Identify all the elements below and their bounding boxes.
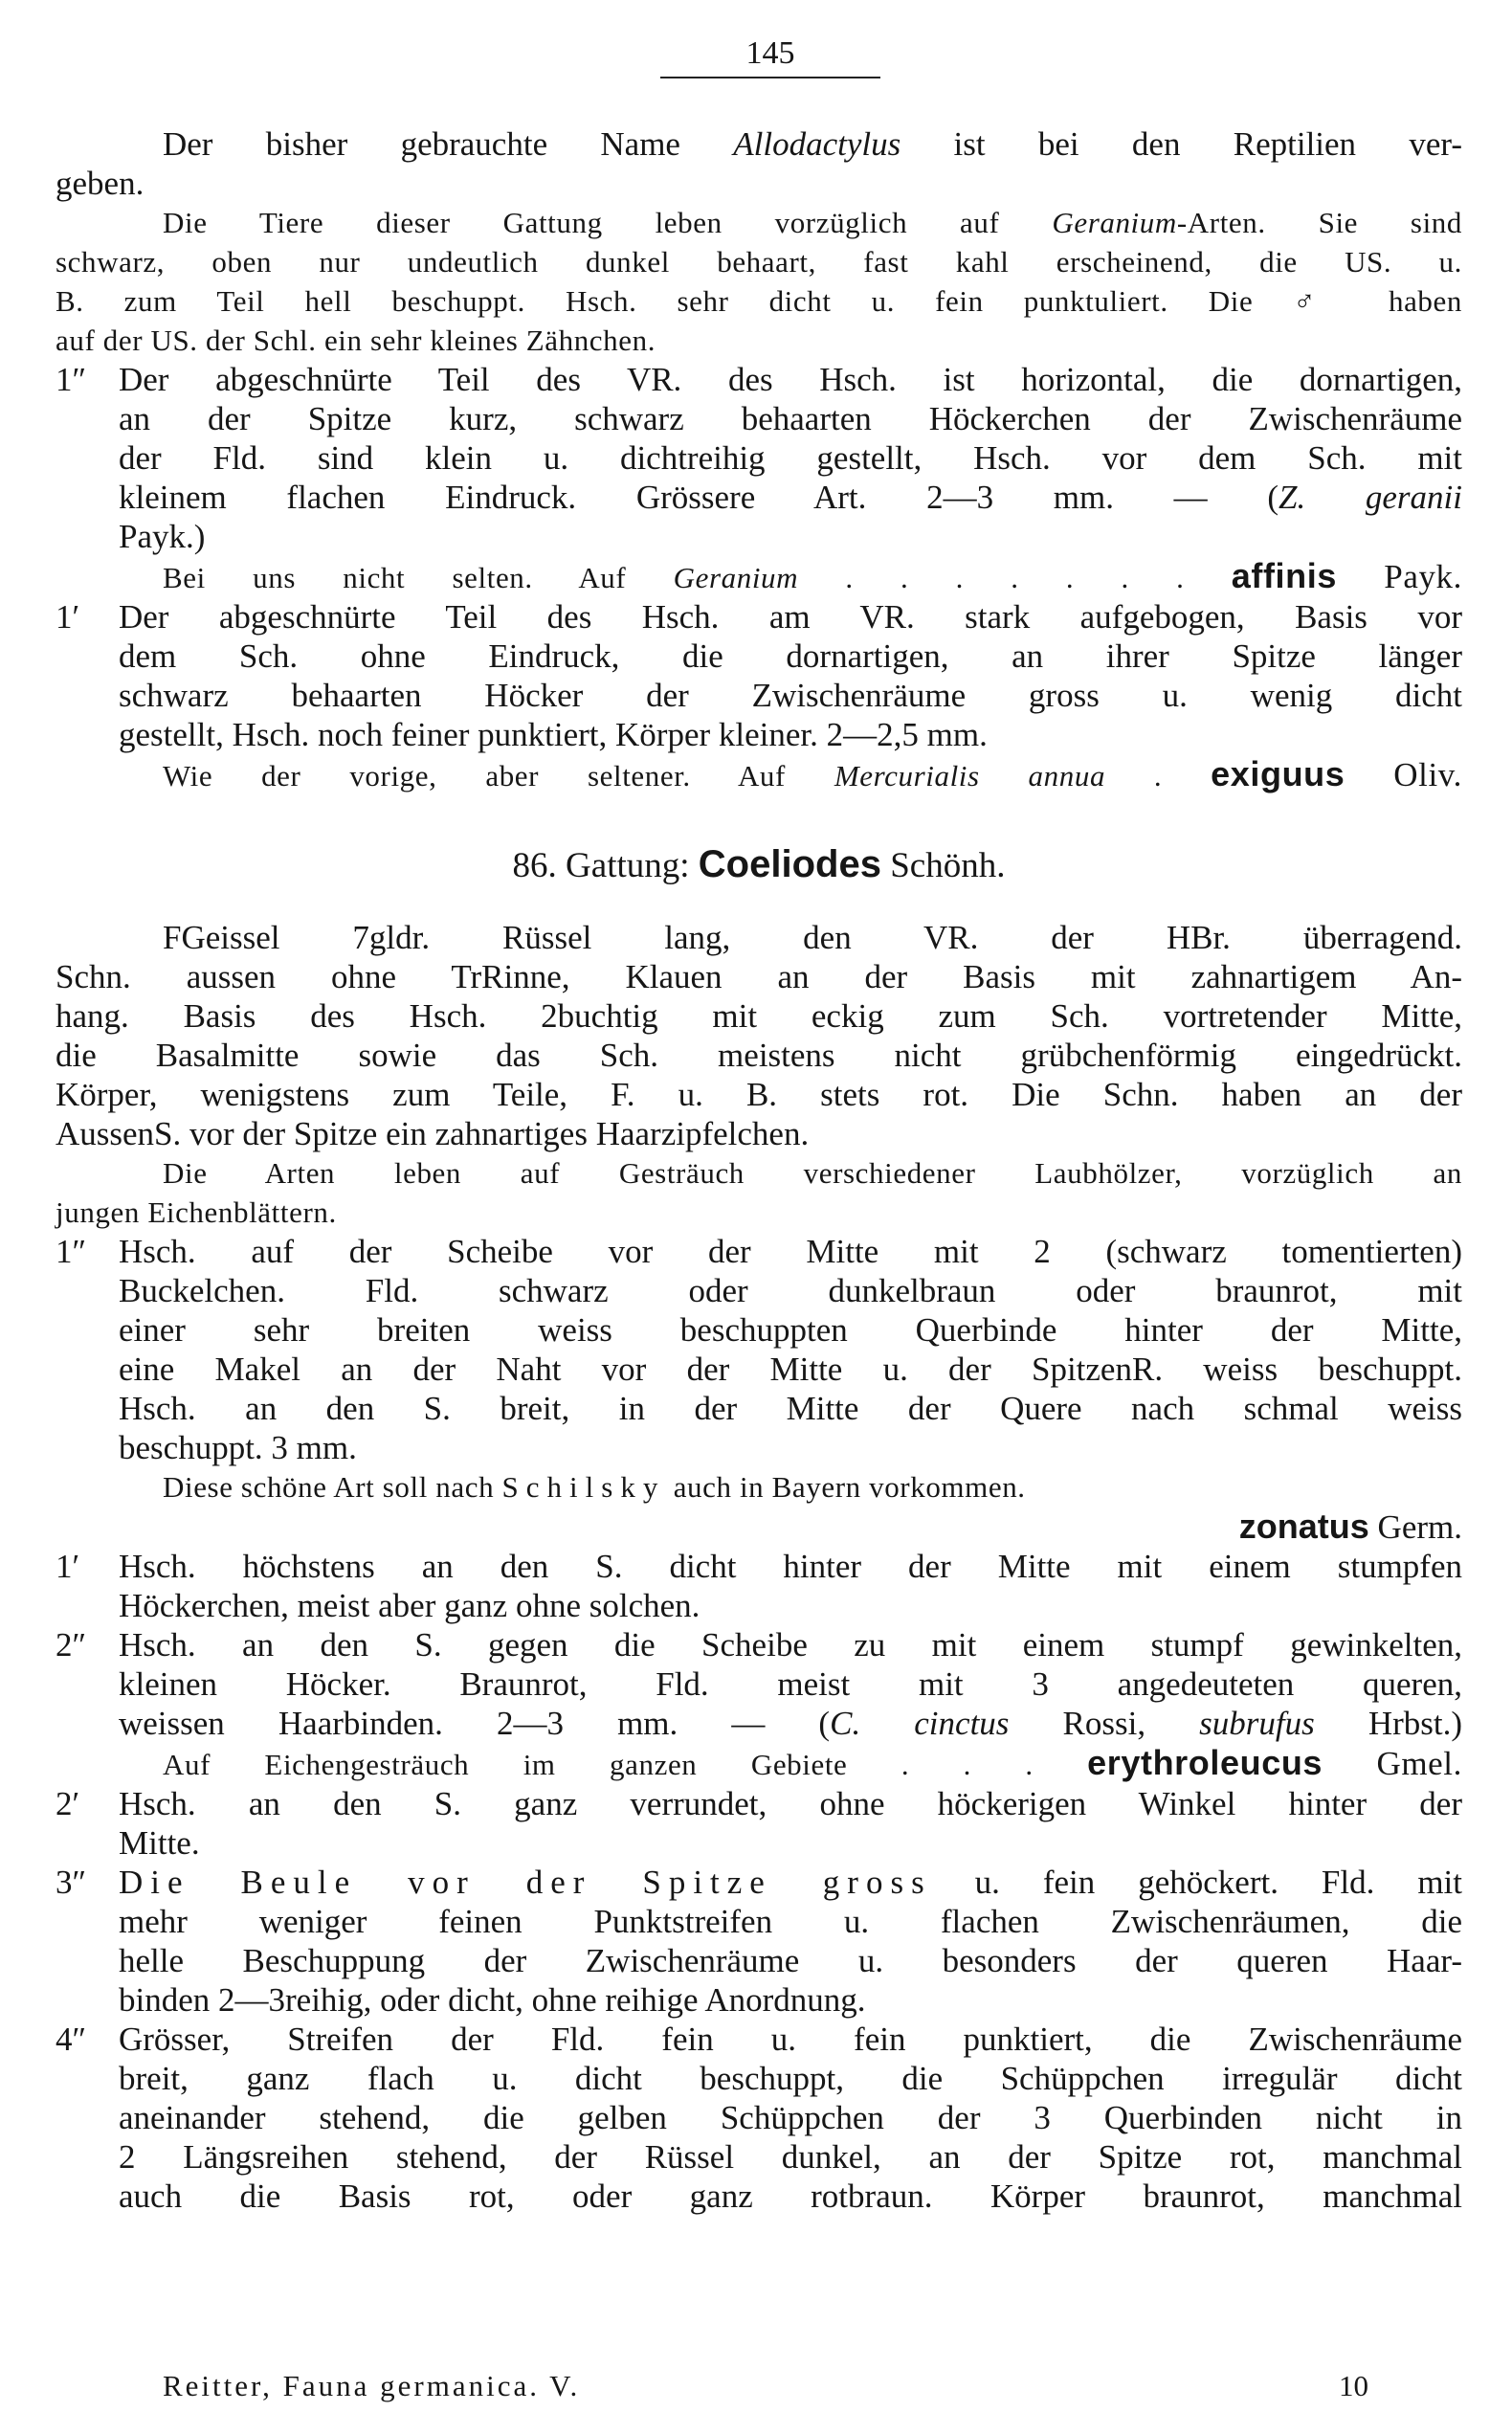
species-name: exiguus [1211, 754, 1345, 793]
text-line: kleinem flachen Eindruck. Grössere Art. 2—3 mm. — (Z. geranii [119, 479, 1462, 516]
text-line: jungen Eichenblättern. [56, 1195, 337, 1229]
text-line: gestellt, Hsch. noch feiner punktiert, Körper kleiner. 2—2,5 mm. [119, 716, 988, 753]
species-name: erythroleucus [1087, 1743, 1323, 1782]
text-line: auf der US. der Schl. ein sehr kleines Zähnchen. [56, 324, 656, 357]
key-couplet-2b [56, 1547, 1462, 1625]
species-line-affinis: Bei uns nicht selten. Auf Geranium . . . . . . . affinis Payk. [163, 556, 1462, 595]
key-couplet-1a [56, 360, 1462, 597]
key-couplet-4a [56, 1863, 1462, 2020]
text-line: Körper, wenigstens zum Teile, F. u. B. stets rot. Die Schn. haben an der [56, 1076, 1462, 1113]
text-line: 2 Längsreihen stehend, der Rüssel dunkel, an der Spitze rot, manchmal [119, 2138, 1462, 2176]
footer-signature: Reitter, Fauna germanica. V. [163, 2369, 581, 2402]
text-line: Die Arten leben auf Gesträuch verschiedener Laubhölzer, vorzüglich an [163, 1156, 1462, 1190]
key-couplet-5a [56, 2020, 1462, 2216]
text-line: hang. Basis des Hsch. 2buchtig mit eckig zum Sch. vortretender Mitte, [56, 997, 1462, 1035]
species-line-zonatus: zonatus Germ. [1238, 1507, 1462, 1546]
text-line: Hsch. an den S. ganz verrundet, ohne höckerigen Winkel hinter der [119, 1785, 1462, 1822]
text-line: weissen Haarbinden. 2—3 mm. — (C. cinctus Rossi, subrufus Hrbst.) [119, 1705, 1463, 1742]
text-line: Höckerchen, meist aber ganz ohne solchen. [119, 1587, 700, 1624]
key-couplet-1b [56, 597, 1462, 795]
key-couplet-2a [56, 1232, 1462, 1547]
text-line: AussenS. vor der Spitze ein zahnartiges Haarzipfelchen. [56, 1115, 810, 1152]
key-number: 2′ [56, 1785, 80, 1822]
text-line: Grösser, Streifen der Fld. fein u. fein punktiert, die Zwischenräume [119, 2021, 1462, 2058]
header-rule [660, 77, 880, 78]
text-line: Die Tiere dieser Gattung leben vorzüglich auf Geranium-Arten. Sie sind [163, 206, 1462, 239]
genus-description [56, 918, 1462, 1232]
page-footer [163, 2366, 1368, 2405]
genus-name: Coeliodes [698, 843, 881, 885]
text-line: FGeissel 7gldr. Rüssel lang, den VR. der HBr. überragend. [163, 919, 1462, 956]
text-line: schwarz behaarten Höcker der Zwischenräume gross u. wenig dicht [119, 677, 1462, 714]
text-line: helle Beschuppung der Zwischenräume u. besonders der queren Haar- [119, 1942, 1462, 1979]
species-line-exiguus: Wie der vorige, aber seltener. Auf Mercurialis annua . exiguus Oliv. [163, 754, 1462, 793]
text-line: die Basalmitte sowie das Sch. meistens nicht grübchenförmig eingedrückt. [56, 1037, 1462, 1074]
text-line: Diese schöne Art soll nach Schilsky auch in Bayern vorkommen. [163, 1470, 1026, 1504]
text-line: auch die Basis rot, oder ganz rotbraun. Körper braunrot, manchmal [119, 2177, 1462, 2215]
genus-heading: 86. Gattung: Coeliodes Schönh. [512, 843, 1006, 885]
text-line: aneinander stehend, die gelben Schüppchen der 3 Querbinden nicht in [119, 2099, 1462, 2136]
text-line: Buckelchen. Fld. schwarz oder dunkelbraun oder braunrot, mit [119, 1272, 1462, 1309]
key-number: 4″ [56, 2021, 87, 2058]
text-line: Der bisher gebrauchte Name Allodactylus ist bei den Reptilien ver- [163, 125, 1462, 163]
text-line: B. zum Teil hell beschuppt. Hsch. sehr dicht u. fein punktuliert. Die ♂ haben [56, 284, 1462, 318]
text-line: mehr weniger feinen Punktstreifen u. flachen Zwischenräumen, die [119, 1903, 1462, 1940]
text-line: Hsch. an den S. breit, in der Mitte der Quere nach schmal weiss [119, 1390, 1462, 1427]
page-body [56, 124, 1462, 2216]
text-line: geben. [56, 165, 145, 202]
text-line: breit, ganz flach u. dicht beschuppt, die Schüppchen irregulär dicht [119, 2060, 1462, 2097]
text-line: schwarz, oben nur undeutlich dunkel behaart, fast kahl erscheinend, die US. u. [56, 245, 1462, 279]
text-line: binden 2—3reihig, oder dicht, ohne reihige Anordnung. [119, 1981, 866, 2019]
text-line: eine Makel an der Naht vor der Mitte u. der SpitzenR. weiss beschuppt. [119, 1351, 1462, 1388]
text-line: Payk.) [119, 518, 206, 555]
key-number: 2″ [56, 1626, 87, 1664]
key-number: 3″ [56, 1864, 87, 1901]
page-number: 145 [745, 35, 795, 71]
text-line: Mitte. [119, 1824, 200, 1862]
key-number: 1″ [56, 361, 87, 398]
species-line-erythroleucus: Auf Eichengesträuch im ganzen Gebiete . . . erythroleucus Gmel. [163, 1743, 1462, 1782]
species-name: zonatus [1238, 1507, 1369, 1546]
key-number: 1′ [56, 1548, 80, 1585]
text-line: Der abgeschnürte Teil des Hsch. am VR. stark aufgebogen, Basis vor [119, 598, 1462, 636]
text-line: beschuppt. 3 mm. [119, 1429, 357, 1466]
text-line: kleinen Höcker. Braunrot, Fld. meist mit 3 angedeuteten queren, [119, 1665, 1462, 1703]
text-line: einer sehr breiten weiss beschuppten Querbinde hinter der Mitte, [119, 1311, 1462, 1349]
sheet-number: 10 [1339, 2369, 1368, 2402]
text-line: Hsch. auf der Scheibe vor der Mitte mit 2 (schwarz tomentierten) [119, 1233, 1462, 1270]
text-line: Schn. aussen ohne TrRinne, Klauen an der Basis mit zahnartigem An- [56, 958, 1462, 995]
intro-paragraph [56, 124, 1462, 360]
text-line: dem Sch. ohne Eindruck, die dornartigen, an ihrer Spitze länger [119, 637, 1462, 675]
text-line: Die Beule vor der Spitze gross u. fein gehöckert. Fld. mit [119, 1864, 1462, 1901]
key-number: 1″ [56, 1233, 87, 1270]
text-line: Hsch. an den S. gegen die Scheibe zu mit einem stumpf gewinkelten, [119, 1626, 1462, 1664]
species-name: affinis [1231, 556, 1337, 595]
key-couplet-3b [56, 1784, 1462, 1863]
text-line: Der abgeschnürte Teil des VR. des Hsch. ist horizontal, die dornartigen, [119, 361, 1462, 398]
key-couplet-3a [56, 1625, 1462, 1784]
text-line: der Fld. sind klein u. dichtreihig gestellt, Hsch. vor dem Sch. mit [119, 439, 1462, 477]
text-line: Hsch. höchstens an den S. dicht hinter der Mitte mit einem stumpfen [119, 1548, 1462, 1585]
key-number: 1′ [56, 598, 80, 636]
text-line: an der Spitze kurz, schwarz behaarten Höckerchen der Zwischenräume [119, 400, 1462, 437]
